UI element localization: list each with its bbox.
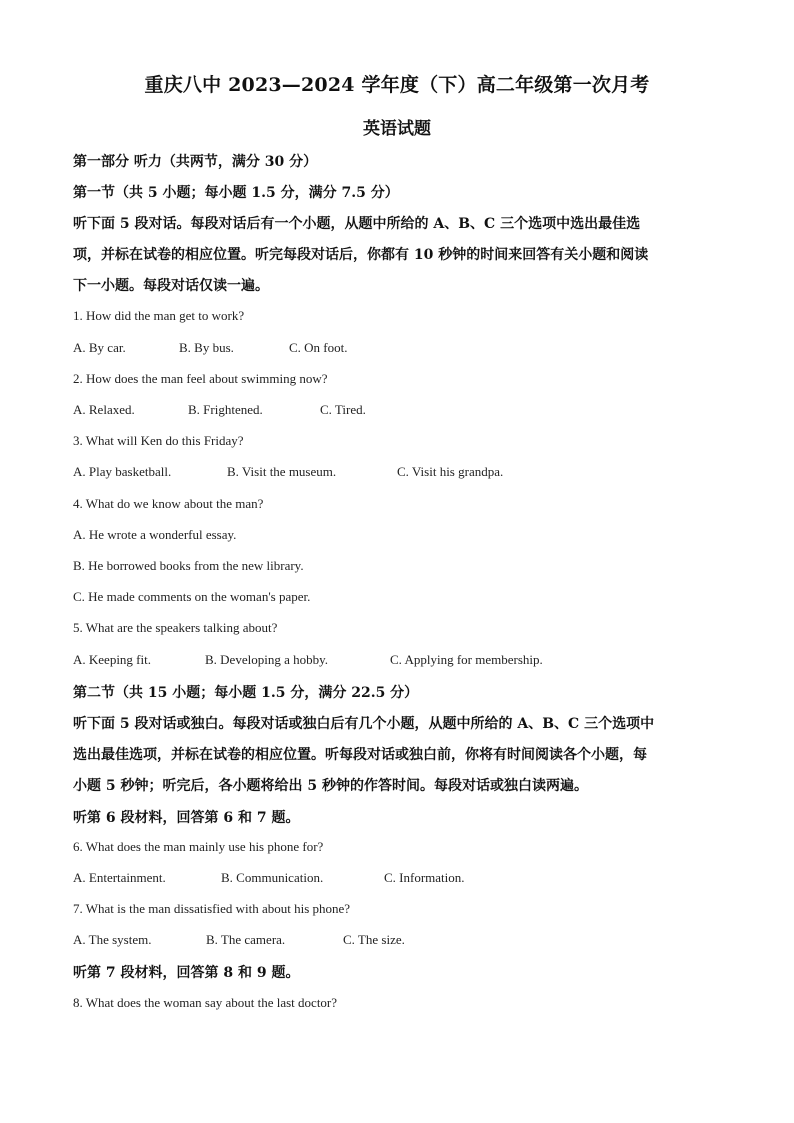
question-5-option-a: A. Keeping fit. xyxy=(73,652,151,667)
question-5-option-b: B. Developing a hobby. xyxy=(205,652,328,667)
question-6-option-c: C. Information. xyxy=(384,870,465,885)
question-7-option-a: A. The system. xyxy=(73,932,152,947)
exam-subtitle: 英语试题 xyxy=(363,119,431,139)
question-1-option-c: C. On foot. xyxy=(289,340,348,355)
question-3: 3. What will Ken do this Friday? xyxy=(73,433,244,448)
question-6: 6. What does the man mainly use his phone for? xyxy=(73,839,324,854)
question-4-option-c: C. He made comments on the woman's paper. xyxy=(73,589,311,604)
question-1: 1. How did the man get to work? xyxy=(73,308,245,323)
question-1-option-a: A. By car. xyxy=(73,340,126,355)
section1-instruction-line: 项，并标在试卷的相应位置。听完每段对话后，你都有 10 秒钟的时间来回答有关小题和阅读 xyxy=(73,247,649,263)
question-2-option-a: A. Relaxed. xyxy=(73,402,135,417)
section2-instruction-line: 选出最佳选项，并标在试卷的相应位置。听每段对话或独白前，你将有时间阅读各个小题，每 xyxy=(73,747,647,763)
question-6-option-a: A. Entertainment. xyxy=(73,870,166,885)
question-5-option-c: C. Applying for membership. xyxy=(390,652,543,667)
section2-instruction-line: 听下面 5 段对话或独白。每段对话或独白后有几个小题，从题中所给的 A、B、C 三个选项中 xyxy=(73,716,655,732)
question-4-option-b: B. He borrowed books from the new library. xyxy=(73,558,304,573)
section1-instruction-line: 听下面 5 段对话。每段对话后有一个小题，从题中所给的 A、B、C 三个选项中选出最佳选 xyxy=(73,216,641,232)
question-3-option-b: B. Visit the museum. xyxy=(227,464,337,479)
question-7-option-c: C. The size. xyxy=(343,932,405,947)
exam-title: 重庆八中 2023—2024 学年度（下）高二年级第一次月考 xyxy=(144,74,650,96)
question-4: 4. What do we know about the man? xyxy=(73,496,264,511)
question-3-option-c: C. Visit his grandpa. xyxy=(397,464,504,479)
question-2-option-c: C. Tired. xyxy=(320,402,366,417)
question-2: 2. How does the man feel about swimming now? xyxy=(73,371,328,386)
question-7: 7. What is the man dissatisfied with about his phone? xyxy=(73,901,351,916)
section1-instruction-line: 下一小题。每段对话仅读一遍。 xyxy=(73,278,269,294)
section2-instruction-line: 小题 5 秒钟；听完后，各小题将给出 5 秒钟的作答时间。每段对话或独白读两遍。 xyxy=(73,778,588,794)
question-2-option-b: B. Frightened. xyxy=(188,402,263,417)
question-4-option-a: A. He wrote a wonderful essay. xyxy=(73,527,237,542)
group-6-heading: 听第 6 段材料，回答第 6 和 7 题。 xyxy=(73,810,300,826)
question-5: 5. What are the speakers talking about? xyxy=(73,620,278,635)
question-7-option-b: B. The camera. xyxy=(206,932,286,947)
question-1-option-b: B. By bus. xyxy=(179,340,234,355)
part1-heading: 第一部分 听力（共两节，满分 30 分） xyxy=(73,154,318,170)
group-7-heading: 听第 7 段材料，回答第 8 和 9 题。 xyxy=(73,965,300,981)
question-8: 8. What does the woman say about the last doctor? xyxy=(73,995,338,1010)
section1-heading: 第一节（共 5 小题；每小题 1.5 分，满分 7.5 分） xyxy=(73,185,399,201)
question-6-option-b: B. Communication. xyxy=(221,870,324,885)
section2-heading: 第二节（共 15 小题；每小题 1.5 分，满分 22.5 分） xyxy=(73,685,419,701)
question-3-option-a: A. Play basketball. xyxy=(73,464,172,479)
